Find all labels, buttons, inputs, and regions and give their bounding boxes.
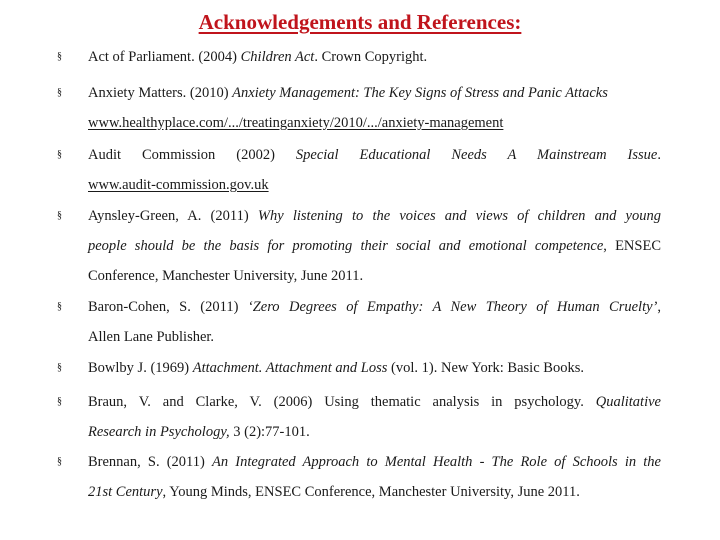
reference-link[interactable]: www.healthyplace.com/.../treatinganxiety/2010/.../anxiety-management bbox=[88, 115, 504, 131]
bullet-icon bbox=[57, 363, 64, 370]
reference-text: Act of Parliament. (2004) Children Act. Crown Copyright. bbox=[88, 49, 428, 65]
reference-text: Brennan, S. (2011) An Integrated Approach to Mental Health - The Role of Schools in the 21st Century, Young Minds, ENSEC Conference, Manchester University, June 2011. bbox=[88, 454, 661, 500]
bullet-icon bbox=[57, 211, 64, 218]
reference-text: Anxiety Matters. (2010) Anxiety Management: The Key Signs of Stress and Panic Attacks www.healthyplace.com/.../treatinganxiety/2010/.../anxiety-management bbox=[88, 85, 608, 131]
reference-text: Bowlby J. (1969) Attachment. Attachment and Loss (vol. 1). New York: Basic Books. bbox=[88, 360, 584, 376]
reference-text: Audit Commission (2002) Special Educational Needs A Mainstream Issue. www.audit-commission.gov.uk bbox=[88, 147, 661, 193]
reference-text: Baron-Cohen, S. (2011) ‘Zero Degrees of Empathy: A New Theory of Human Cruelty’, Allen Lane Publisher. bbox=[88, 299, 662, 345]
reference-link[interactable]: www.audit-commission.gov.uk bbox=[88, 177, 269, 193]
bullet-icon bbox=[57, 88, 64, 95]
bullet-icon bbox=[57, 457, 64, 464]
bullet-icon bbox=[57, 302, 64, 309]
bullet-icon bbox=[57, 150, 64, 157]
bullet-icon bbox=[57, 52, 64, 59]
reference-text: Braun, V. and Clarke, V. (2006) Using thematic analysis in psychology. Qualitative Research in Psychology, 3 (2):77-101. bbox=[88, 394, 661, 440]
page-title: Acknowledgements and References: bbox=[198, 10, 522, 34]
reference-text: Aynsley-Green, A. (2011) Why listening to the voices and views of children and young people should be the basis for promoting their social and emotional competence, ENSEC Conference, Manchester University, June 2011. bbox=[88, 208, 661, 284]
bullet-icon bbox=[57, 397, 64, 404]
